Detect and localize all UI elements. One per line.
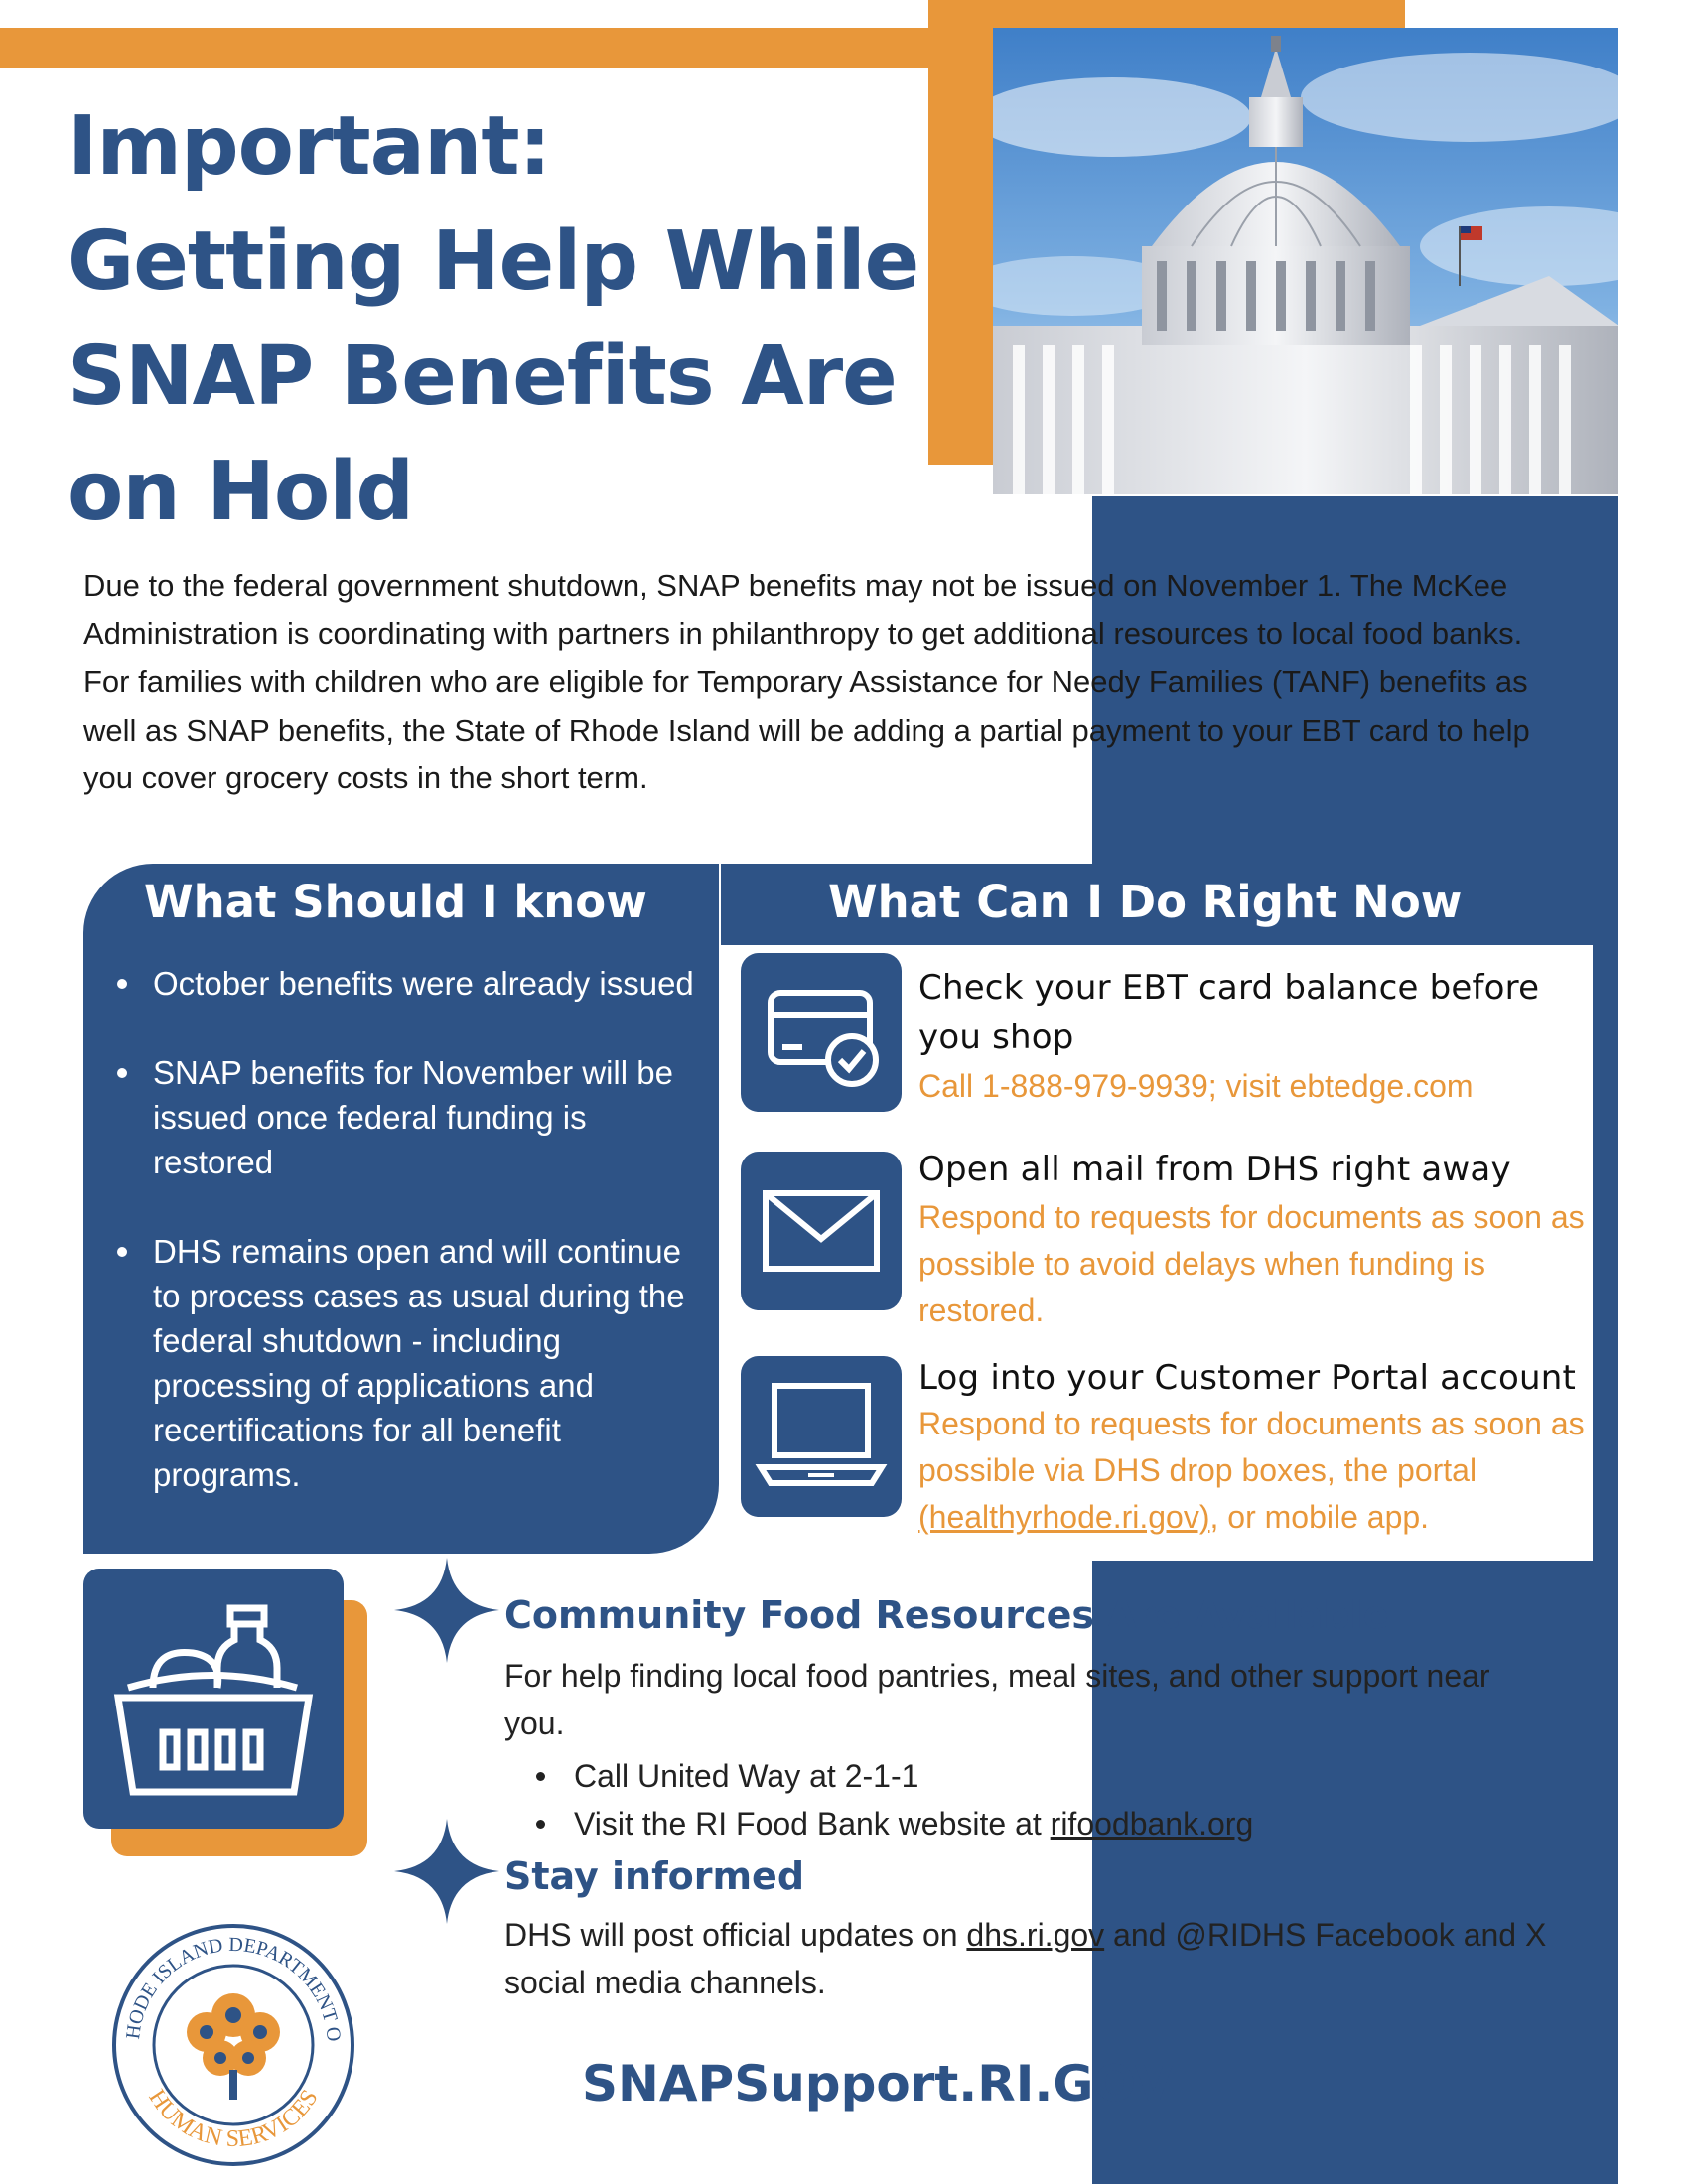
- community-list: [536, 1752, 1253, 1847]
- title-line-1: Important:: [68, 99, 551, 194]
- sparkle-icon: [392, 1817, 501, 1926]
- svg-text:HUMAN SERVICES: HUMAN SERVICES: [143, 2085, 324, 2153]
- action-sub-portal: Respond to requests for documents as soon as possible via DHS drop boxes, the portal (healthyrhode.ri.gov), or mobile app.: [918, 1406, 1585, 1535]
- stay-informed-body: DHS will post official updates on dhs.ri.gov and @RIDHS Facebook and X social media channels.: [504, 1917, 1547, 2000]
- community-title: Community Food Resources Are Available: [504, 1593, 1389, 1637]
- intro-paragraph: Due to the federal government shutdown, SNAP benefits may not be issued on November 1. The McKee Administration is coordinating with partners in philanthropy to get additional resources to local food banks. For families with children who are eligible for Temporary Assistance for Needy Families (TANF) benefits as well as SNAP benefits, the State of Rhode Island will be adding a partial payment to your EBT card to help you cover grocery costs in the short term.: [83, 568, 1530, 795]
- action-title-mail: Open all mail from DHS right away: [918, 1150, 1511, 1189]
- list-item: Call United Way at 2-1-1: [536, 1752, 1253, 1800]
- svg-text:RHODE ISLAND DEPARTMENT OF: HODE ISLAND DEPARTMENT O: [122, 1933, 346, 2043]
- dhs-link[interactable]: dhs.ri.gov: [966, 1917, 1105, 1953]
- orange-top-bar: [0, 28, 933, 68]
- sparkle-icon: [392, 1556, 501, 1665]
- title-line-2: Getting Help While: [68, 214, 919, 309]
- list-item: Visit the RI Food Bank website at rifoodbank.org: [536, 1800, 1253, 1847]
- page-title: [68, 89, 941, 550]
- know-item: SNAP benefits for November will be issued once federal funding is restored: [109, 1050, 705, 1184]
- action-sub-ebt: Call 1-888-979-9939; visit ebtedge.com: [918, 1068, 1474, 1104]
- envelope-icon: [741, 1152, 902, 1310]
- know-item: DHS remains open and will continue to process cases as usual during the federal shutdown - including processing of applications and recertifications for all benefit programs.: [109, 1229, 705, 1497]
- grocery-basket-icon: [83, 1569, 344, 1829]
- title-line-3: SNAP Benefits Are: [68, 330, 897, 424]
- rifoodbank-link[interactable]: rifoodbank.org: [1050, 1806, 1254, 1842]
- action-title-ebt: Check your EBT card balance before you shop: [918, 968, 1540, 1057]
- know-heading: What Should I know: [144, 876, 647, 928]
- portal-link[interactable]: (healthyrhode.ri.gov): [918, 1499, 1210, 1535]
- action-sub-mail: Respond to requests for documents as soon as possible to avoid delays when funding is restored.: [918, 1199, 1585, 1328]
- stay-informed-title: Stay informed: [504, 1854, 805, 1898]
- know-list: [109, 961, 705, 1542]
- ri-dhs-seal-logo: [109, 1921, 357, 2169]
- action-title-portal: Log into your Customer Portal account: [918, 1358, 1577, 1398]
- title-line-4: on Hold: [68, 445, 414, 539]
- footer-url-link[interactable]: SNAPSupport.RI.GOV: [582, 2055, 1174, 2113]
- community-body: For help finding local food pantries, meal sites, and other support near you.: [504, 1658, 1490, 1741]
- know-item: October benefits were already issued: [109, 961, 705, 1006]
- credit-card-check-icon: [741, 953, 902, 1112]
- laptop-icon: [741, 1356, 902, 1517]
- capitol-building-photo: [993, 28, 1618, 494]
- do-heading: What Can I Do Right Now: [828, 876, 1463, 928]
